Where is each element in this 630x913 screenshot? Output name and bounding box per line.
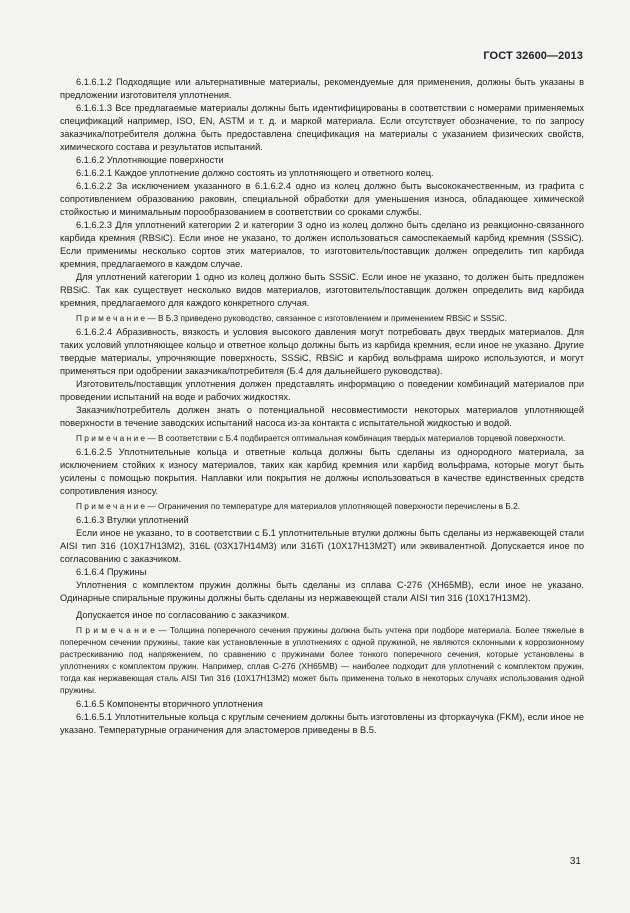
paragraph: 6.1.6.2.1 Каждое уплотнение должно состоять из уплотняющего и ответного колец.: [76, 168, 434, 178]
section-heading: 6.1.6.2 Уплотняющие поверхности: [76, 155, 224, 165]
paragraph: Допускается иное по согласованию с заказчиком.: [76, 610, 290, 620]
paragraph: 6.1.6.1.2 Подходящие или альтернативные материалы, рекомендуемые для применения, должны быть указаны в предложении изготовителя уплотнения.: [60, 77, 584, 100]
paragraph: Заказчик/потребитель должен знать о потенциальной несовместимости некоторых материалов уплотняющей поверхности в течение заводских испытаний насоса из-за контакта с испытательной жидкостью и водой.: [60, 405, 584, 428]
note: П р и м е ч а н и е — В Б.3 приведено руководство, связанное с изготовлением и применением RBSiC и SSSiC.: [76, 313, 507, 323]
document-header: ГОСТ 32600—2013: [483, 50, 583, 62]
paragraph: Изготовитель/поставщик уплотнения должен представлять информацию о поведении комбинаций материалов при проведении испытаний на воде и рабочих жидкостях.: [60, 379, 584, 402]
paragraph: 6.1.6.2.3 Для уплотнений категории 2 и категории 3 одно из колец должно быть сделано из реакционно-связанного карбида кремния (RBSiC). Если иное не указано, то должен использоваться самоспекаемый карбид кремния (SSSiC). Если применимы несколько сортов этих материалов, то изготовитель/поставщик должен определить тип карбида кремния, предлагаемого в каждом случае.: [60, 220, 584, 269]
document-body: [60, 76, 584, 737]
paragraph: 6.1.6.2.2 За исключением указанного в 6.1.6.2.4 одно из колец должно быть высококачественным, из графита с сопротивлением образованию раковин, специальной обработки для уменьшения износа, обладающее химической стойкостью и минимальным порообразованием в соответствии со сроками службы.: [60, 181, 584, 217]
paragraph: 6.1.6.1.3 Все предлагаемые материалы должны быть идентифицированы в соответствии с номерами применяемых спецификаций например, ISO, EN, ASTM и т. д. и маркой материала. Если отсутствует обозначение, то по запросу заказчика/потребителя должна быть предоставлена спецификация на материалы с указанием физических свойств, химического состава и результатов испытаний.: [60, 103, 584, 152]
paragraph: Уплотнения с комплектом пружин должны быть сделаны из сплава С-276 (ХН65МВ), если иное не указано. Одинарные спиральные пружины должны быть сделаны из нержавеющей стали AISI тип 316 (10Х17Н13М2).: [60, 580, 584, 603]
paragraph: 6.1.6.2.4 Абразивность, вязкость и условия высокого давления могут потребовать двух твердых материалов. Для таких условий уплотняющее кольцо и ответное кольцо должны быть из карбида кремния, если иное не указано. Другие твердые материалы, упрочняющие поверхность, SSSiC, RBSiC и карбид вольфрама широко используются, и могут применяться при одобрении заказчика/потребителя (Б.4 для дальнейшего руководства).: [60, 327, 584, 376]
page-number: 31: [569, 856, 581, 867]
section-heading: 6.1.6.5 Компоненты вторичного уплотнения: [76, 699, 263, 709]
paragraph: 6.1.6.5.1 Уплотнительные кольца с круглым сечением должны быть изготовлены из фторкаучука (FKM), если иное не указано. Температурные ограничения для эластомеров приведены в В.5.: [60, 712, 584, 735]
note: П р и м е ч а н и е — Ограничения по температуре для материалов уплотняющей поверхности перечислены в Б.2.: [76, 501, 521, 511]
section-heading: 6.1.6.3 Втулки уплотнений: [76, 515, 189, 525]
paragraph: Если иное не указано, то в соответствии с Б.1 уплотнительные втулки должны быть сделаны из нержавеющей стали AISI тип 316 (10Х17Н13М2), 316L (03Х17Н14М3) или 316Ti (10Х17Н13М2Т) или эквивалентной. Допускается иное по согласованию с заказчиком.: [60, 528, 584, 564]
section-heading: 6.1.6.4 Пружины: [76, 567, 147, 577]
note: П р и м е ч а н и е — В соответствии с Б.4 подбирается оптимальная комбинация твердых материалов торцевой поверхности.: [76, 433, 566, 443]
paragraph: 6.1.6.2.5 Уплотнительные кольца и ответные кольца должны быть сделаны из однородного материала, за исключением стойких к износу материалов, таких как карбид кремния или карбид вольфрама, которые могут быть усилены с помощью покрытия. Наплавки или покрытия не должны использоваться в качестве единственных средств сопротивления износу.: [60, 447, 584, 496]
note: П р и м е ч а н и е — Толщина поперечного сечения пружины должна быть учтена при подборе материала. Более тяжелые в поперечном сечении пружины, такие как установленные в уплотнениях с одной пружиной, не являются склонными к коррозионному растрескиванию под напряжением, по сравнению с пружинами более тонкого поперечного сечения, которые установлены в уплотнениях с комплектом пружин. Например, сплав С-276 (ХН65МВ) — наиболее подходит для уплотнений с комплектом пружин, тогда как нержавеющая сталь AISI Тип 316 (10Х17Н13М2) может быть применена только в некоторых случаях использования одной пружины.: [60, 625, 584, 695]
paragraph: Для уплотнений категории 1 одно из колец должно быть SSSiC. Если иное не указано, то должен быть предложен RBSiC. Так как существует несколько видов материалов, изготовитель/поставщик должен определить вид карбида кремния, предлагаемого для каждого конкретного случая.: [60, 272, 584, 308]
